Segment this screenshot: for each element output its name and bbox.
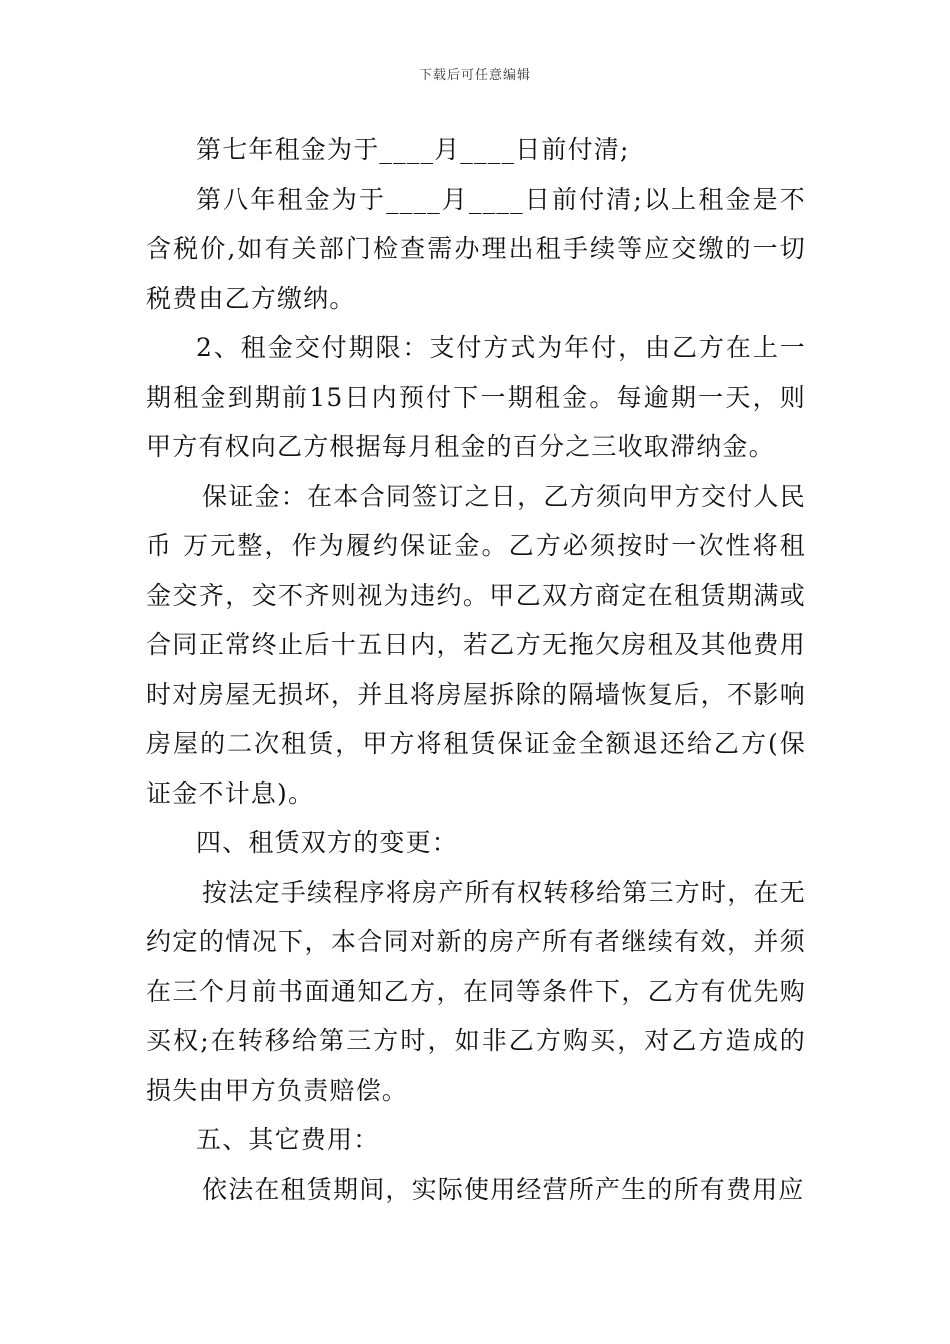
document-body <box>146 125 806 1214</box>
paragraph-rent-payment-term: 2、租金交付期限：支付方式为年付，由乙方在上一期租金到期前15日内预付下一期租金。每逾期一天，则甲方有权向乙方根据每月租金的百分之三收取滞纳金。 <box>146 333 806 461</box>
section-heading-other-fees: 五、其它费用： <box>196 1125 380 1154</box>
paragraph-eighth-year-rent: 第八年租金为于____月____日前付清;以上租金是不含税价,如有关部门检查需办理出租手续等应交缴的一切税费由乙方缴纳。 <box>146 184 806 313</box>
page-header-note: 下载后可任意编辑 <box>418 68 531 83</box>
section-heading-parties-change: 四、租赁双方的变更： <box>196 828 459 857</box>
paragraph-seventh-year-rent: 第七年租金为于____月____日前付清; <box>196 135 630 164</box>
paragraph-operating-costs: 依法在租赁期间，实际使用经营所产生的所有费用应 <box>202 1174 805 1204</box>
paragraph-deposit: 保证金：在本合同签订之日，乙方须向甲方交付人民币 万元整，作为履约保证金。乙方必须按时一次性将租金交齐，交不齐则视为违约。甲乙双方商定在租赁期满或合同正常终止后十五日内，若乙方无拖欠房租及其他费用时对房屋无损坏，并且将房屋拆除的隔墙恢复后，不影响房屋的二次租赁，甲方将租赁保证金全额退还给乙方(保证金不计息)。 <box>146 481 806 808</box>
paragraph-ownership-transfer: 按法定手续程序将房产所有权转移给第三方时，在无约定的情况下，本合同对新的房产所有者继续有效，并须在三个月前书面通知乙方，在同等条件下，乙方有优先购买权;在转移给第三方时，如非乙方购买，对乙方造成的损失由甲方负责赔偿。 <box>146 877 806 1105</box>
